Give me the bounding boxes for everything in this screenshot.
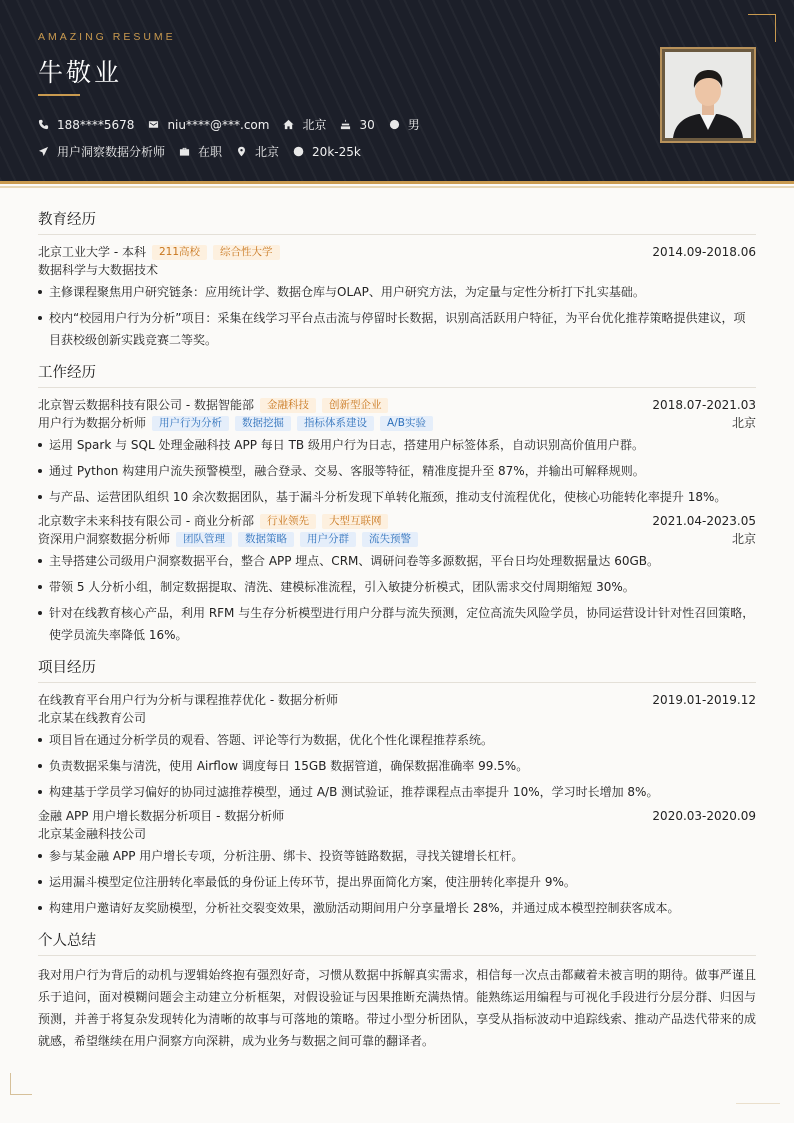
profile-photo — [665, 52, 751, 138]
email-info — [148, 118, 269, 132]
school-tag: 综合性大学 — [213, 245, 280, 260]
skill-tag: 用户行为分析 — [152, 416, 229, 431]
bullet-list — [38, 729, 756, 803]
bullet-item: 与产品、运营团队组织 10 余次数据团队，基于漏斗分析发现下单转化瓶颈，推动支付流程优化，使核心功能转化率提升 18%。 — [38, 486, 756, 508]
skill-tag: 数据挖掘 — [235, 416, 291, 431]
salary-icon — [293, 146, 304, 157]
gender-text: 男 — [407, 118, 420, 132]
gender-info — [389, 116, 420, 133]
corner-decoration — [10, 1073, 32, 1095]
name-underline — [38, 94, 80, 96]
cake-icon — [340, 119, 351, 130]
candidate-name: 牛敬业 — [38, 58, 123, 87]
company-tag: 行业领先 — [260, 514, 316, 529]
project-section — [38, 656, 756, 919]
job-location: 北京 — [731, 532, 756, 546]
skill-tag: 团队管理 — [176, 532, 232, 547]
bullet-item: 参与某金融 APP 用户增长专项，分析注册、绑卡、投资等链路数据，寻找关键增长杠杆。 — [38, 845, 756, 867]
salary-info — [293, 145, 361, 159]
school-tag: 211高校 — [152, 245, 207, 260]
skill-tag: 指标体系建设 — [297, 416, 374, 431]
date-range: 2018.07-2021.03 — [652, 398, 756, 412]
summary-section — [38, 929, 756, 1052]
section-title: 教育经历 — [38, 208, 756, 235]
target-role-text: 用户洞察数据分析师 — [57, 145, 166, 159]
contact-info-row — [38, 116, 434, 133]
phone-info — [38, 118, 134, 132]
project-org: 北京某金融科技公司 — [38, 827, 147, 841]
bullet-list — [38, 281, 756, 351]
project-name: 金融 APP 用户增长数据分析项目 - 数据分析师 — [38, 809, 285, 823]
bullet-item: 构建基于学员学习偏好的协同过滤推荐模型，通过 A/B 测试验证，推荐课程点击率提升 10%，学习时长增加 8%。 — [38, 781, 756, 803]
job-role: 资深用户洞察数据分析师 — [38, 532, 171, 546]
briefcase-icon — [179, 146, 190, 157]
gender-icon — [389, 119, 400, 130]
company-name: 北京数字未来科技有限公司 - 商业分析部 — [38, 514, 254, 528]
company-tag: 大型互联网 — [322, 514, 389, 529]
target-role-info — [38, 143, 165, 160]
phone-text: 188****5678 — [57, 117, 135, 132]
skill-tag: 流失预警 — [362, 532, 418, 547]
education-entry — [38, 243, 756, 351]
corner-decoration — [748, 14, 776, 42]
bullet-item: 主导搭建公司级用户洞察数据平台，整合 APP 埋点、CRM、调研问卷等多源数据，平台日均处理数据量达 60GB。 — [38, 550, 756, 572]
work-entry — [38, 512, 756, 646]
skill-tag: 用户分群 — [300, 532, 356, 547]
resume-body — [38, 208, 756, 1062]
date-range: 2019.01-2019.12 — [652, 693, 756, 707]
age-text: 30 — [359, 117, 375, 132]
bullet-item: 项目旨在通过分析学员的观看、答题、评论等行为数据，优化个性化课程推荐系统。 — [38, 729, 756, 751]
project-entry — [38, 807, 756, 919]
location-pin-icon — [236, 146, 247, 157]
status-info — [179, 143, 222, 160]
send-icon — [38, 146, 49, 157]
bullet-item: 运用 Spark 与 SQL 处理金融科技 APP 每日 TB 级用户行为日志，搭建用户标签体系，自动识别高价值用户群。 — [38, 434, 756, 456]
tagline: AMAZING RESUME — [38, 31, 176, 43]
age-info — [340, 118, 374, 132]
skill-tag: A/B实验 — [380, 416, 433, 431]
bullet-item: 校内“校园用户行为分析”项目：采集在线学习平台点击流与停留时长数据，识别高活跃用户特征，为平台优化推荐策略提供建议，项目获校级创新实践竞赛二等奖。 — [38, 307, 756, 351]
corner-decoration — [736, 1103, 780, 1104]
job-location: 北京 — [731, 416, 756, 430]
city-info — [283, 116, 326, 133]
company-name: 北京智云数据科技有限公司 - 数据智能部 — [38, 398, 254, 412]
company-tag: 创新型企业 — [322, 398, 389, 413]
bullet-item: 通过 Python 构建用户流失预警模型，融合登录、交易、客服等特征，精准度提升至 87%，并输出可解释规则。 — [38, 460, 756, 482]
date-range: 2021.04-2023.05 — [652, 514, 756, 528]
date-range: 2014.09-2018.06 — [652, 245, 756, 259]
profile-photo-frame — [660, 47, 756, 143]
work-city-info — [236, 143, 279, 160]
company-tag: 金融科技 — [260, 398, 316, 413]
major: 数据科学与大数据技术 — [38, 263, 159, 277]
bullet-item: 构建用户邀请好友奖励模型，分析社交裂变效果，激励活动期间用户分享量增长 28%，并通过成本模型控制获客成本。 — [38, 897, 756, 919]
project-entry — [38, 691, 756, 803]
bullet-item: 负责数据采集与清洗，使用 Airflow 调度每日 15GB 数据管道，确保数据准确率 99.5%。 — [38, 755, 756, 777]
work-section — [38, 361, 756, 646]
section-title: 项目经历 — [38, 656, 756, 683]
city-text: 北京 — [302, 118, 327, 132]
bullet-item: 带领 5 人分析小组，制定数据提取、清洗、建模标准流程，引入敏捷分析模式，团队需求交付周期缩短 30%。 — [38, 576, 756, 598]
resume-header — [0, 0, 794, 184]
email-text: niu****@***.com — [167, 117, 270, 132]
skill-tag: 数据策略 — [238, 532, 294, 547]
job-role: 用户行为数据分析师 — [38, 416, 147, 430]
education-section — [38, 208, 756, 351]
section-title: 工作经历 — [38, 361, 756, 388]
summary-text: 我对用户行为背后的动机与逻辑始终抱有强烈好奇，习惯从数据中拆解真实需求，相信每一次点击都藏着未被言明的期待。做事严谨且乐于追问，面对模糊问题会主动建立分析框架，对假设验证与因果推断充满热情。能熟练运用编程与可视化手段进行分层分群、归因与预测，并善于将复杂发现转化为清晰的故事与可落地的策略。带过小型分析团队，享受从指标波动中追踪线索、推动产品迭代带来的成就感，希望继续在用户洞察方向深耕，成为业务与数据之间可靠的翻译者。 — [38, 968, 756, 1048]
phone-icon — [38, 119, 49, 130]
bullet-list — [38, 434, 756, 508]
school-name: 北京工业大学 - 本科 — [38, 245, 146, 259]
project-name: 在线教育平台用户行为分析与课程推荐优化 - 数据分析师 — [38, 693, 338, 707]
bullet-list — [38, 550, 756, 646]
date-range: 2020.03-2020.09 — [652, 809, 756, 823]
home-icon — [283, 119, 294, 130]
bullet-item: 运用漏斗模型定位注册转化率最低的身份证上传环节，提出界面简化方案，使注册转化率提升 9%。 — [38, 871, 756, 893]
bullet-item: 主修课程聚焦用户研究链条：应用统计学、数据仓库与OLAP、用户研究方法，为定量与定性分析打下扎实基础。 — [38, 281, 756, 303]
job-info-row — [38, 143, 375, 160]
work-entry — [38, 396, 756, 508]
work-city-text: 北京 — [255, 145, 280, 159]
bullet-item: 针对在线教育核心产品，利用 RFM 与生存分析模型进行用户分群与流失预测，定位高流失风险学员，协同运营设计针对性召回策略，使学员流失率降低 16%。 — [38, 602, 756, 646]
section-title: 个人总结 — [38, 929, 756, 956]
salary-text: 20k-25k — [312, 144, 361, 159]
bullet-list — [38, 845, 756, 919]
mail-icon — [148, 119, 159, 130]
project-org: 北京某在线教育公司 — [38, 711, 147, 725]
status-text: 在职 — [198, 145, 223, 159]
